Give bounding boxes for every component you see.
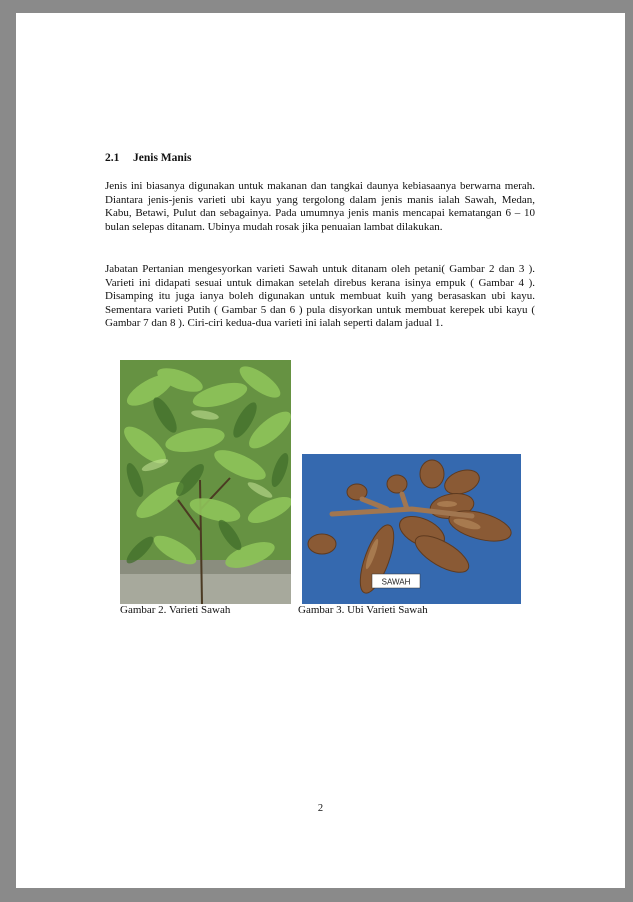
paragraph-1: Jenis ini biasanya digunakan untuk makanan dan tangkai daunya kebiasaanya berwarna merah. Diantara jenis-jenis varieti ubi kayu yang tergolong dalam jenis manis ialah Sawah, Medan, Kabu, Betawi, Pulut dan sebagainya. Pada umumnya jenis manis mencapai kematangan 6 – 10 bulan selepas ditanam. Ubinya mudah rosak jika penuaian lambat dilakukan.: [105, 180, 535, 233]
page-number: 2: [317, 803, 324, 814]
sawah-label-text: SAWAH: [381, 577, 411, 587]
section-number: 2.1: [105, 152, 120, 164]
paragraph-2: Jabatan Pertanian mengesyorkan varieti Sawah untuk ditanam oleh petani( Gambar 2 dan 3 ). Varieti ini didapati sesuai untuk dimakan setelah direbus kerana isinya empuk ( Gambar 4 ). Disamping itu juga ianya boleh digunakan untuk membuat kuih yang berasaskan ubi kayu. Sementara varieti Putih ( Gambar 5 dan 6 ) pula disyorkan untuk membuat kerepek ubi kayu ( Gambar 7 dan 8 ). Ciri-ciri kedua-dua varieti ini ialah seperti dalam jadual 1.: [105, 263, 535, 330]
figure-2-caption: Gambar 2. Varieti Sawah: [120, 604, 231, 616]
section-heading: [105, 152, 191, 164]
cassava-plant-photo: [120, 360, 291, 604]
document-page: [16, 13, 625, 888]
cassava-roots-photo: [302, 454, 521, 604]
section-title: Jenis Manis: [133, 152, 192, 164]
figure-3-caption: Gambar 3. Ubi Varieti Sawah: [298, 604, 428, 616]
